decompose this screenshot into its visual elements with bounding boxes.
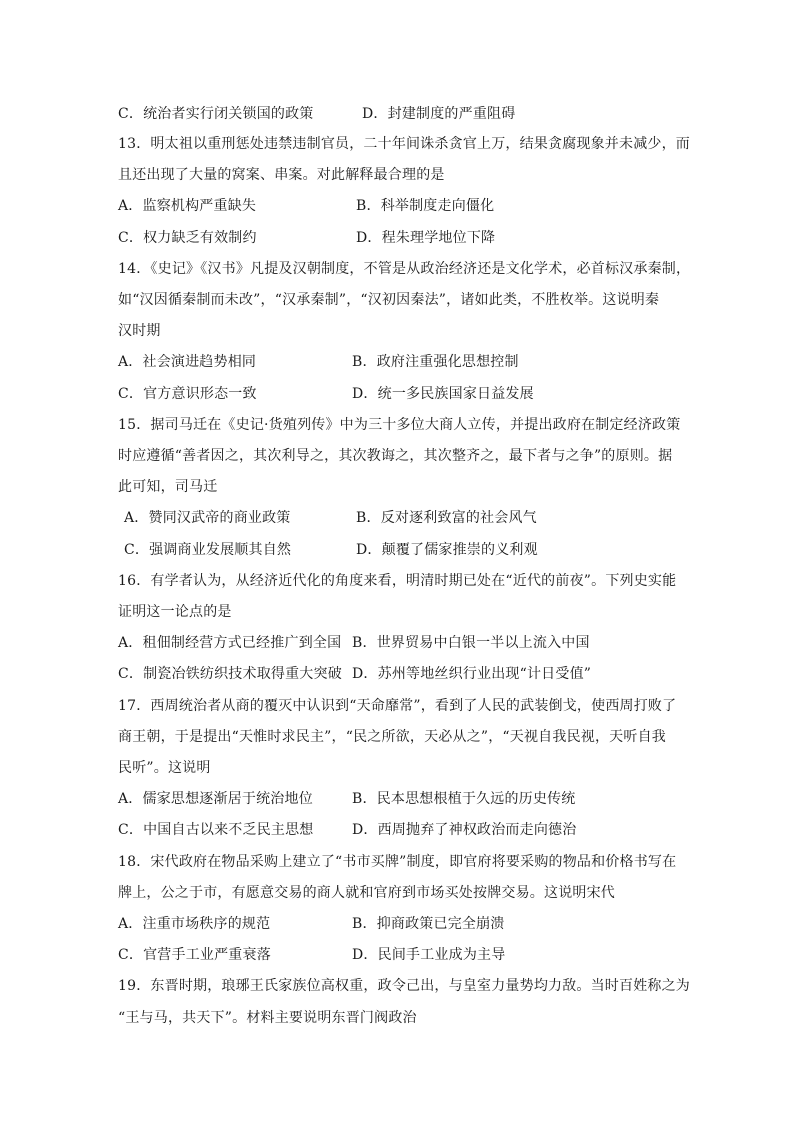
q14-option-d: D．统一多民族国家日益发展 bbox=[352, 386, 534, 402]
q17-option-b: B．民本思想根植于久远的历史传统 bbox=[352, 791, 576, 807]
q17-option-a: A．儒家思想逐渐居于统治地位 bbox=[118, 791, 313, 807]
q19-stem-line-2: “王与马，共天下”。材料主要说明东晋门阀政治 bbox=[118, 1010, 417, 1026]
q15-stem-line-3: 此可知，司马迁 bbox=[118, 479, 218, 495]
q13-option-a: A．监察机构严重缺失 bbox=[118, 198, 257, 214]
q15-option-a: A．赞同汉武帝的商业政策 bbox=[124, 510, 291, 526]
q15-option-d: D．颠覆了儒家推崇的义利观 bbox=[356, 542, 538, 558]
q17-option-c: C．中国自古以来不乏民主思想 bbox=[118, 822, 314, 838]
q17-stem-line-3: 民听”。这说明 bbox=[118, 760, 211, 776]
q13-stem-line-1: 13．明太祖以重刑惩处违禁违制官员，二十年间诛杀贪官上万，结果贪腐现象并未减少，而 bbox=[118, 136, 691, 152]
q16-stem-line-1: 16．有学者认为，从经济近代化的角度来看，明清时期已处在“近代的前夜”。下列史实能 bbox=[118, 573, 677, 589]
q15-option-c: C．强调商业发展顺其自然 bbox=[124, 542, 292, 558]
q14-option-b: B．政府注重强化思想控制 bbox=[352, 354, 519, 370]
q17-stem-line-2: 商王朝，于是提出“天惟时求民主”，“民之所欲，天必从之”，“天视自我民视，天听自我 bbox=[118, 729, 666, 745]
q14-stem-line-2: 如“汉因循秦制而未改”，“汉承秦制”，“汉初因秦法”，诸如此类，不胜枚举。这说明秦 bbox=[118, 292, 660, 308]
q18-option-c: C．官营手工业严重衰落 bbox=[118, 947, 271, 963]
q19-stem-line-1: 19．东晋时期，琅琊王氏家族位高权重，政令己出，与皇室力量势均力敌。当时百姓称之为 bbox=[118, 978, 691, 994]
q13-stem-line-2: 且还出现了大量的窝案、串案。对此解释最合理的是 bbox=[118, 167, 445, 183]
q15-stem-line-1: 15．据司马迁在《史记·货殖列传》中为三十多位大商人立传，并提出政府在制定经济政策 bbox=[118, 417, 681, 433]
q18-option-a: A．注重市场秩序的规范 bbox=[118, 916, 271, 932]
q12-option-d: D．封建制度的严重阻碍 bbox=[362, 106, 516, 122]
q18-option-d: D．民间手工业成为主导 bbox=[352, 947, 506, 963]
q16-option-b: B．世界贸易中白银一半以上流入中国 bbox=[352, 635, 590, 651]
q13-option-c: C．权力缺乏有效制约 bbox=[118, 230, 257, 246]
q14-stem-line-3: 汉时期 bbox=[118, 323, 161, 339]
q14-stem-line-1: 14．《史记》《汉书》凡提及汉朝制度，不管是从政治经济还是文化学术，必首标汉承秦制， bbox=[118, 261, 691, 277]
q13-option-d: D．程朱理学地位下降 bbox=[356, 230, 496, 246]
q17-stem-line-1: 17．西周统治者从商的覆灭中认识到“天命靡常”，看到了人民的武装倒戈，使西周打败了 bbox=[118, 698, 677, 714]
q15-stem-line-2: 时应遵循“善者因之，其次利导之，其次教诲之，其次整齐之，最下者与之争”的原则。据 bbox=[118, 448, 673, 464]
q14-option-c: C．官方意识形态一致 bbox=[118, 386, 257, 402]
q16-stem-line-2: 证明这一论点的是 bbox=[118, 604, 232, 620]
q16-option-d: D．苏州等地丝织行业出现“计日受值” bbox=[352, 666, 592, 682]
q12-option-c: C．统治者实行闭关锁国的政策 bbox=[118, 106, 314, 122]
q16-option-c: C．制瓷冶铁纺织技术取得重大突破 bbox=[118, 666, 342, 682]
q14-option-a: A．社会演进趋势相同 bbox=[118, 354, 257, 370]
q13-option-b: B．科举制度走向僵化 bbox=[356, 198, 495, 214]
q18-option-b: B．抑商政策已完全崩溃 bbox=[352, 916, 505, 932]
q17-option-d: D．西周抛弃了神权政治而走向德治 bbox=[352, 822, 577, 838]
q16-option-a: A．租佃制经营方式已经推广到全国 bbox=[118, 635, 342, 651]
q18-stem-line-1: 18．宋代政府在物品采购上建立了“书市买牌”制度，即官府将要采购的物品和价格书写在 bbox=[118, 854, 677, 870]
q18-stem-line-2: 牌上，公之于市，有愿意交易的商人就和官府到市场买处按牌交易。这说明宋代 bbox=[118, 885, 615, 901]
q15-option-b: B．反对逐利致富的社会风气 bbox=[356, 510, 537, 526]
